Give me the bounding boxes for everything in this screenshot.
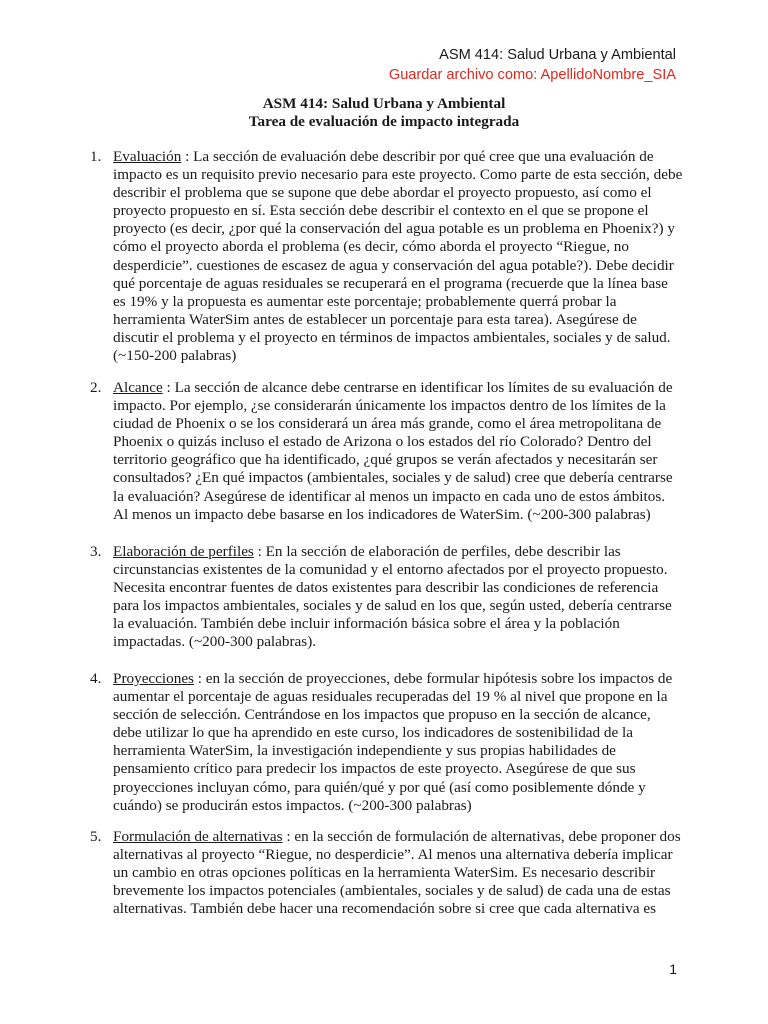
paragraph-text: : en la sección de formulación de alternativas, debe proponer dos xyxy=(282,828,681,845)
paragraph-text: : en la sección de proyecciones, debe formular hipótesis sobre los impactos de xyxy=(193,670,673,687)
list-item-number: 4. xyxy=(90,670,102,687)
list-item-number: 1. xyxy=(90,148,102,165)
paragraph-line xyxy=(113,379,673,397)
list-item-number: 2. xyxy=(90,379,102,396)
document-header xyxy=(389,45,676,85)
paragraph-line xyxy=(113,543,673,561)
paragraph-line: Phoenix o quizás incluso el estado de Arizona o los estados del río Colorado? Dentro del xyxy=(113,433,652,451)
paragraph-line xyxy=(113,828,681,846)
paragraph-line: un cambio en otras opciones políticas en la herramienta WaterSim. Es necesario describir xyxy=(113,864,656,882)
list-item-number: 5. xyxy=(90,828,102,845)
paragraph-line: impacto. Por ejemplo, ¿se considerarán únicamente los impactos dentro de los límites de la xyxy=(113,397,666,415)
paragraph-line: discutir el problema y el proyecto en términos de impactos ambientales, sociales y de salud. xyxy=(113,328,671,346)
section-heading: Elaboración de perfiles xyxy=(113,543,254,560)
paragraph-line: consultados? ¿En qué impactos (ambientales, sociales y de salud) cree que debería centrarse xyxy=(113,469,673,487)
paragraph-line: circunstancias existentes de la comunidad y el entorno afectados por el proyecto propuesto. xyxy=(113,561,668,579)
paragraph-line: debe utilizar lo que ha aprendido en este curso, los indicadores de sostenibilidad de la xyxy=(113,724,634,742)
paragraph-line: impactadas. (~200-300 palabras). xyxy=(113,633,317,651)
paragraph-line: la evaluación. También debe incluir información básica sobre el área y la población xyxy=(113,615,620,633)
save-as-instruction: Guardar archivo como: ApellidoNombre_SIA xyxy=(388,67,676,83)
section-paragraph xyxy=(113,670,673,815)
paragraph-line: (~150-200 palabras) xyxy=(113,347,237,365)
paragraph-line: sección de selección. Centrándose en los impactos que propuso en la sección de alcance, xyxy=(113,706,651,724)
paragraph-line: Al menos un impacto debe basarse en los indicadores de WaterSim. (~200-300 palabras) xyxy=(113,505,651,523)
paragraph-line: aumentar el porcentaje de aguas residuales recuperadas del 19 % al nivel que propone en la xyxy=(113,688,668,706)
paragraph-line: proyecciones incluyan cómo, para quién/qué y por qué (así como posiblemente dónde y xyxy=(113,778,646,796)
paragraph-line: cómo el proyecto aborda el problema (es decir, cómo aborda el proyecto “Riegue, no xyxy=(113,238,629,256)
paragraph-line: herramienta WaterSim antes de establecer un porcentaje para esta tarea). Asegúrese de xyxy=(113,310,637,328)
paragraph-line: alternativas al proyecto “Riegue, no desperdicie”. Al menos una alternativa debería implicar xyxy=(113,846,673,864)
paragraph-line: proyecto propuesto en sí. Esta sección debe describir el contexto en el que se propone el xyxy=(113,202,649,220)
paragraph-line: cuándo) se producirán estos impactos. (~200-300 palabras) xyxy=(113,796,472,814)
section-heading: Proyecciones xyxy=(113,670,194,687)
paragraph-text: : En la sección de elaboración de perfiles, debe describir las xyxy=(253,543,621,560)
section-paragraph xyxy=(113,148,683,365)
paragraph-line: alternativas. También debe hacer una recomendación sobre si cree que cada alternativa es xyxy=(113,900,657,918)
paragraph-line: proyecto (es decir, ¿por qué la conservación del agua potable es un problema en Phoenix?) y xyxy=(113,220,675,238)
paragraph-text: : La sección de alcance debe centrarse en identificar los límites de su evaluación de xyxy=(162,379,673,396)
section-heading: Alcance xyxy=(113,379,163,396)
section-paragraph xyxy=(113,543,673,652)
title-line-1: ASM 414: Salud Urbana y Ambiental xyxy=(262,95,506,112)
paragraph-line xyxy=(113,670,673,688)
section-paragraph xyxy=(113,828,681,918)
section-heading: Evaluación xyxy=(113,148,182,165)
paragraph-line: territorio geográfico que ha identificado, ¿qué grupos se verán afectados y necesitarán ser xyxy=(113,451,658,469)
list-item-number: 3. xyxy=(90,543,102,560)
page-number: 1 xyxy=(669,961,677,977)
document-title xyxy=(0,95,768,130)
paragraph-line: impacto es un requisito previo necesario para este proyecto. Como parte de esta sección, debe xyxy=(113,166,683,184)
paragraph-line: qué porcentaje de aguas residuales se recuperará en el programa (recuerde que la línea base xyxy=(113,274,668,292)
paragraph-line: describir el problema que se supone que debe abordar el proyecto propuesto, así como el xyxy=(113,184,652,202)
paragraph-line: para los impactos ambientales, sociales y de salud en los que, según usted, debería centrarse xyxy=(113,597,672,615)
paragraph-line xyxy=(113,148,673,166)
paragraph-text: : La sección de evaluación debe describir por qué cree que una evaluación de xyxy=(181,148,654,165)
paragraph-line: desperdicie”. cuestiones de escasez de agua y conservación del agua potable?). Debe decidir xyxy=(113,256,674,274)
course-header-text: ASM 414: Salud Urbana y Ambiental xyxy=(439,47,676,63)
paragraph-line: es 19% y la propuesta es aumentar este porcentaje; probablemente querrá probar la xyxy=(113,292,617,310)
section-paragraph xyxy=(113,379,673,524)
paragraph-line: brevemente los impactos potenciales (ambientales, sociales y de salud) de cada una de estas xyxy=(113,882,671,900)
paragraph-line: ciudad de Phoenix o se los considerará un área más grande, como el área metropolitana de xyxy=(113,415,662,433)
paragraph-line: la evaluación? Asegúrese de identificar al menos un impacto en cada uno de estos ámbitos. xyxy=(113,487,666,505)
paragraph-line: Necesita encontrar fuentes de datos existentes para describir las condiciones de referencia xyxy=(113,579,659,597)
title-line-2: Tarea de evaluación de impacto integrada xyxy=(248,112,520,130)
section-heading: Formulación de alternativas xyxy=(113,828,283,845)
paragraph-line: herramienta WaterSim, la investigación independiente y sus propias habilidades de xyxy=(113,742,616,760)
paragraph-line: pensamiento crítico para predecir los impactos de este proyecto. Asegúrese de que sus xyxy=(113,760,636,778)
